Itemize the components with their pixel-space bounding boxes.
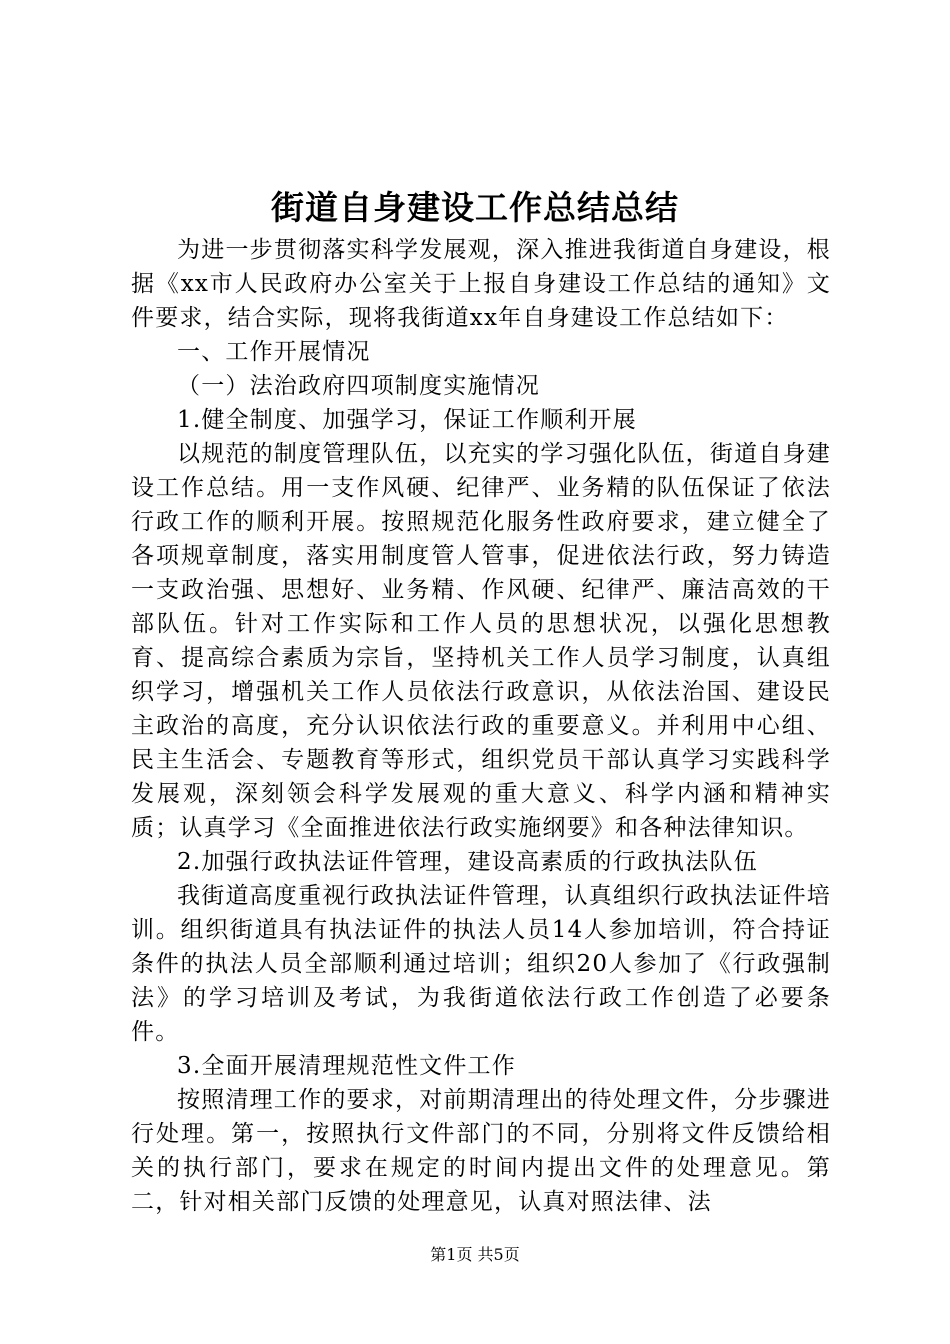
heading-item-3: 3.全面开展清理规范性文件工作 — [177, 1053, 516, 1079]
document-body — [131, 233, 831, 1219]
heading-item-1: 1.健全制度、加强学习，保证工作顺利开展 — [177, 407, 637, 433]
paragraph-intro: 为进一步贯彻落实科学发展观，深入推进我街道自身建设，根据《xx市人民政府办公室关于上报自身建设工作总结的通知》文件要求，结合实际，现将我街道xx年自身建设工作总结如下： — [131, 237, 831, 331]
heading-subsection-1: （一）法治政府四项制度实施情况 — [177, 373, 540, 399]
page-footer: 第1页 共5页 — [430, 1245, 520, 1264]
heading-section-1: 一、工作开展情况 — [177, 339, 371, 365]
paragraph-item-2: 我街道高度重视行政执法证件管理，认真组织行政执法证件培训。组织街道具有执法证件的执法人员14人参加培训，符合持证条件的执法人员全部顺利通过培训；组织20人参加了《行政强制法》的学习培训及考试，为我街道依法行政工作创造了必要条件。 — [131, 883, 831, 1045]
paragraph-item-3: 按照清理工作的要求，对前期清理出的待处理文件，分步骤进行处理。第一，按照执行文件部门的不同，分别将文件反馈给相关的执行部门，要求在规定的时间内提出文件的处理意见。第二，针对相关部门反馈的处理意见，认真对照法律、法 — [131, 1087, 831, 1215]
heading-item-2: 2.加强行政执法证件管理，建设高素质的行政执法队伍 — [177, 849, 758, 875]
document-title: 街道自身建设工作总结总结 — [271, 188, 679, 227]
paragraph-item-1: 以规范的制度管理队伍，以充实的学习强化队伍，街道自身建设工作总结。用一支作风硬、纪律严、业务精的队伍保证了依法行政工作的顺利开展。按照规范化服务性政府要求，建立健全了各项规章制度，落实用制度管人管事，促进依法行政，努力铸造一支政治强、思想好、业务精、作风硬、纪律严、廉洁高效的干部队伍。针对工作实际和工作人员的思想状况，以强化思想教育、提高综合素质为宗旨，坚持机关工作人员学习制度，认真组织学习，增强机关工作人员依法行政意识，从依法治国、建设民主政治的高度，充分认识依法行政的重要意义。并利用中心组、民主生活会、专题教育等形式，组织党员干部认真学习实践科学发展观，深刻领会科学发展观的重大意义、科学内涵和精神实质；认真学习《全面推进依法行政实施纲要》和各种法律知识。 — [131, 441, 831, 841]
